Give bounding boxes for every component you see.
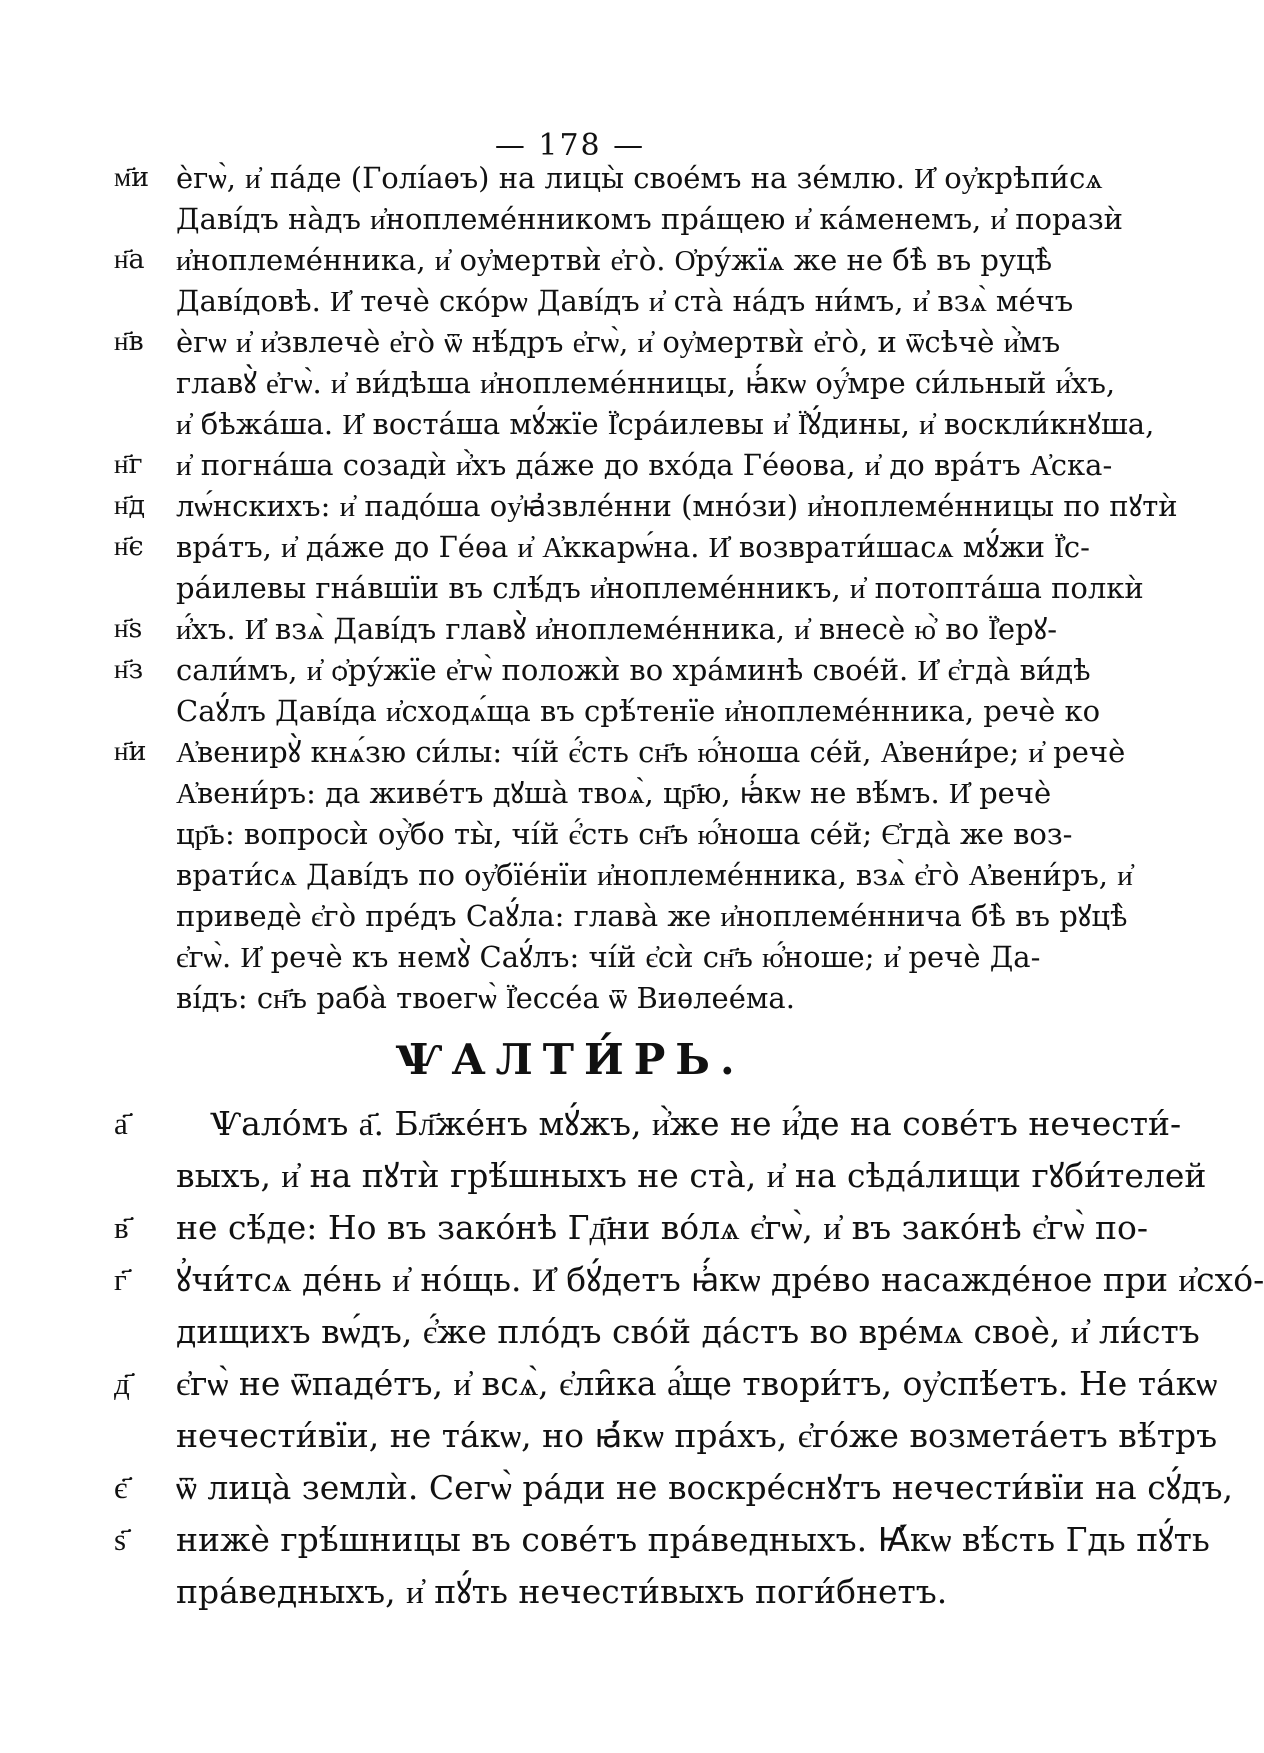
section-heading: ѰАЛТИ́РЬ. (395, 1035, 745, 1084)
psalm-line: не сѣ́де: Но въ зако́нѣ Гд҃ни во́лѧ є҆гѡ̀, и҆ въ зако́нѣ є҆гѡ̀ по- (176, 1208, 1149, 1247)
text-line: Дaві́дъ на̀дъ и҆ноплеме́нникомъ пра́щею и҆ ка́менемъ, и҆ поразѝ (176, 202, 1123, 236)
psalm-line: є҆гѡ̀ не ѿпаде́тъ, и҆ всѧ̀, є҆ли̑ка а҆́ще твори́тъ, оу҆спѣ́етъ. Не та́кѡ (176, 1364, 1218, 1403)
text-line: Дaві́довѣ. И҆ течѐ ско́рѡ Дaві́дъ и҆ ста̀ на́дъ ни́мъ, и҆ взѧ̀ ме́чъ (176, 284, 1074, 318)
text-line: сали́мъ, и҆ ѻ҆ру́жїе е҆гѡ̀ положѝ во хра́минѣ свое́й. И҆ є҆гда̀ ви́дѣ (176, 653, 1091, 687)
text-line: ві́дъ: сн҃ъ раба̀ твоегѡ̀ Ї҆ессе́а ѿ Виѳлее́ма. (176, 981, 795, 1015)
verse-number: н҃и (114, 736, 147, 767)
verse-number: є҃ (114, 1470, 128, 1506)
verse-number: н҃а (114, 244, 145, 275)
psalm-line: Ѱало́мъ а҃. Бл҃же́нъ мꙋ́жъ, и҆̀же не и҆́де на сове́тъ нечести́- (210, 1104, 1182, 1143)
text-line: цр҃ь: вопросѝ оу҆̀бо ты̀, чі́й є҆́сть сн҃ъ ю҆́ноша се́й; Є҆гда̀ же воз- (176, 817, 1073, 851)
text-line: ра́илевы гна́вшїи въ слѣ́дъ и҆ноплеме́нникъ, и҆ потопта́ша полкѝ (176, 571, 1144, 605)
verse-number: н҃з (114, 654, 144, 685)
text-line: и҆́хъ. И҆ взѧ̀ Дaві́дъ главꙋ̀ и҆ноплеме́нника, и҆ внесѐ ю҆̀ во Ї҆ерꙋ- (176, 612, 1058, 646)
text-line: Саꙋ́лъ Дaві́да и҆сходѧ́ща въ срѣ́тенїе и҆ноплеме́нника, речѐ ко (176, 694, 1101, 728)
psalm-line: пра́ведныхъ, и҆ пꙋ́ть нечести́выхъ поги́бнетъ. (176, 1572, 948, 1611)
verse-number: н҃є (114, 531, 144, 562)
verse-number: н҃г (114, 449, 143, 480)
verse-number: ѕ҃ (114, 1522, 127, 1558)
psalm-line: нижѐ грѣ́шницы въ сове́тъ пра́ведныхъ. Ꙗ҆́кѡ вѣ́сть Гдь пꙋ́ть (176, 1520, 1210, 1559)
verse-number: а҃ (114, 1106, 128, 1142)
text-line: и҆ бѣжа́ша. И҆ воста́ша мꙋ́жїе Ї҆сра́илевы и҆ Ї҆ꙋ́дины, и҆ воскли́кнꙋша, (176, 407, 1155, 441)
verse-number: г҃ (114, 1262, 127, 1298)
text-line: и҆ноплеме́нника, и҆ оу҆мертвѝ е҆го̀. О҆ру́жїѧ же не бѣ̀ въ руцѣ̀ (176, 243, 1053, 277)
verse-number: м҃и (114, 162, 150, 193)
text-line: ѐгѡ и҆ и҆звлечѐ е҆го̀ ѿ нѣ́дръ е҆гѡ̀, и҆ оу҆мертвѝ е҆го̀, и ѿсѣчѐ и҆̀мъ (176, 325, 1061, 359)
text-line: А҆венирꙋ̀ кнѧ́зю си́лы: чі́й є҆́сть сн҃ъ ю҆́ноша се́й, А҆вени́ре; и҆ речѐ (176, 735, 1126, 769)
text-line: лѡ́нскихъ: и҆ падо́ша оу҆ꙗ҆звле́нни (мно́зи) и҆ноплеме́нницы по пꙋтѝ (176, 489, 1178, 523)
psalm-line: ꙋ҆чи́тсѧ де́нь и҆ но́щь. И҆ бꙋ́детъ ꙗ҆́кѡ дре́во насажде́ное при и҆схо́- (176, 1260, 1264, 1299)
psalm-line: нечести́вїи, не та́кѡ, но ꙗ҆́кѡ пра́хъ, є҆го́же возмета́етъ вѣ́тръ (176, 1416, 1218, 1455)
text-line: є҆гѡ̀. И҆ речѐ къ немꙋ̀ Саꙋ́лъ: чі́й є҆сѝ сн҃ъ ю҆́ноше; и҆ речѐ Да- (176, 940, 1041, 974)
text-line: и҆ погна́ша созадѝ и҆̀хъ да́же до вхо́да Ге́ѳова, и҆ до вра́тъ А҆ска- (176, 448, 1113, 482)
verse-number: д҃ (114, 1366, 130, 1402)
psalm-line: ѿ лица̀ землѝ. Сегѡ̀ ра́ди не воскре́снꙋтъ нечести́вїи на сꙋ́дъ, (176, 1468, 1233, 1507)
text-line: ѐгѡ̀, и҆ па́де (Голі́аѳъ) на лицы̀ свое́мъ на зе́млю. И҆ оу҆крѣпи́сѧ (176, 161, 1103, 195)
verse-number: н҃д (114, 490, 146, 521)
verse-number: в҃ (114, 1210, 129, 1246)
text-line: главꙋ̀ е҆гѡ̀. и҆ ви́дѣша и҆ноплеме́нницы, ꙗ҆́кѡ оу҆́мре си́льный и҆́хъ, (176, 366, 1116, 400)
psalm-line: выхъ, и҆ на пꙋтѝ грѣ́шныхъ не ста̀, и҆ на сѣда́лищи гꙋби́телей (176, 1156, 1207, 1195)
verse-number: н҃в (114, 326, 144, 357)
text-line: врати́сѧ Дaві́дъ по оу҆бїе́нїи и҆ноплеме́нника, взѧ̀ є҆го̀ А҆вени́ръ, и҆ (176, 858, 1133, 892)
verse-number: н҃ѕ (114, 613, 143, 644)
text-line: вра́тъ, и҆ да́же до Ге́ѳа и҆ А҆ккарѡ́на. И҆ возврати́шасѧ мꙋ́жи Ї҆с- (176, 530, 1090, 564)
text-line: А҆вени́ръ: да живе́тъ дꙋша̀ твоѧ̀, цр҃ю, ꙗ҆́кѡ не вѣ́мъ. И҆ речѐ (176, 776, 1052, 810)
text-line: приведѐ є҆го̀ пре́дъ Саꙋ́ла: глава̀ же и҆ноплеме́ннича бѣ̀ въ рꙋцѣ̀ (176, 899, 1128, 933)
psalm-line: дищихъ вѡ́дъ, є҆́же пло́дъ сво́й да́стъ во вре́мѧ своѐ, и҆ ли́стъ (176, 1312, 1200, 1351)
page-number: — 178 — (494, 128, 646, 163)
